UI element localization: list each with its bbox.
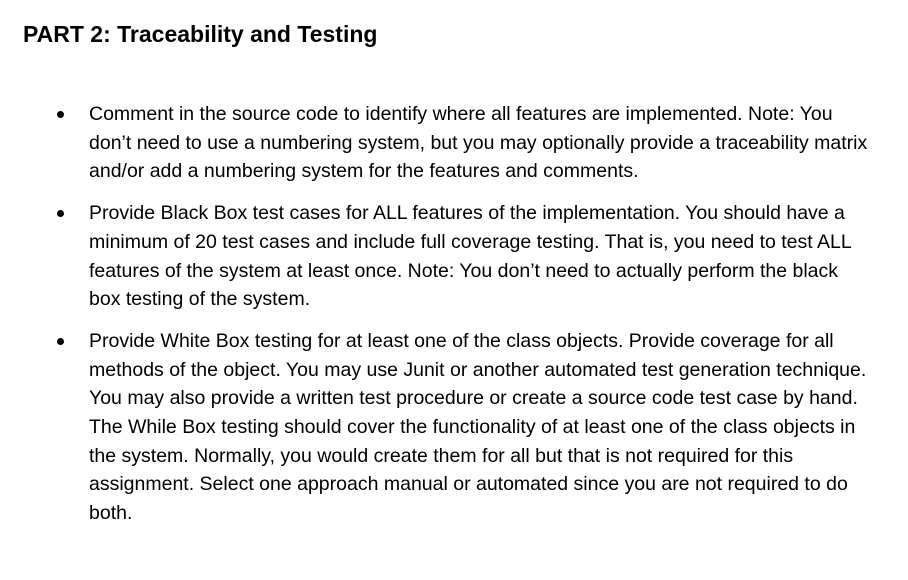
- list-item: [0, 199, 908, 314]
- list-item-text: Provide White Box testing for at least one of the class objects. Provide coverage for all methods of the object. You may use Junit or another automated test generation technique. You may also provide a written test procedure or create a source code test case by hand. The While Box testing should cover the functionality of at least one of the class objects in the system. Normally, you would create them for all but that is not required for this assignment. Select one approach manual or automated since you are not required to do both.: [89, 329, 867, 525]
- section-heading: PART 2: Traceability and Testing: [23, 21, 378, 47]
- requirements-list: [0, 100, 908, 541]
- list-item-text: Provide Black Box test cases for ALL features of the implementation. You should have a minimum of 20 test cases and include full coverage testing. That is, you need to test ALL features of the system at least once. Note: You don’t need to actually perform the black box testing of the system.: [89, 202, 852, 311]
- list-item: [0, 100, 908, 186]
- bullet-icon: [57, 338, 64, 345]
- list-item-text: Comment in the source code to identify where all features are implemented. Note: You don’t need to use a numbering system, but you may optionally provide a traceability matrix and/or add a numbering system for the features and comments.: [89, 103, 868, 183]
- bullet-icon: [57, 111, 64, 118]
- list-item: [0, 327, 908, 528]
- bullet-icon: [57, 210, 64, 217]
